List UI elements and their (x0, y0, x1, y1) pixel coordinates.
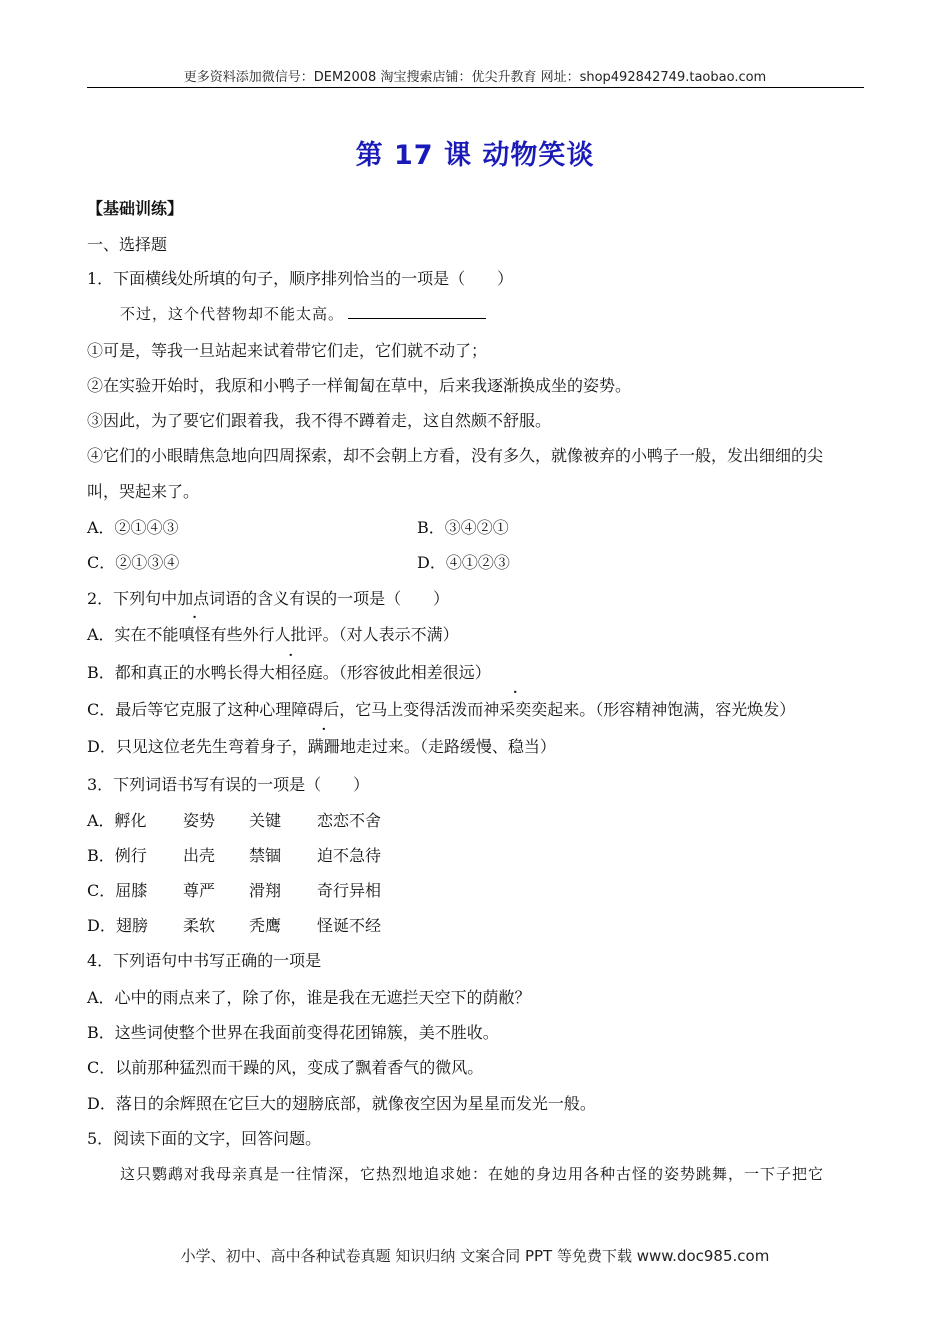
section-heading: 【基础训练】 (87, 199, 184, 218)
q4-option-d: D．落日的余辉照在它巨大的翅膀底部，就像夜空因为星星而发光一般。 (87, 1094, 596, 1113)
q1-stem: 1．下面横线处所填的句子，顺序排列恰当的一项是（ ） (87, 269, 514, 288)
q2-d-dotted-word: 蹒跚 (307, 737, 340, 756)
q3-option-row (87, 843, 381, 866)
q2-b-prefix: B．都和真正的水鸭长得 (87, 663, 259, 682)
q3-a-word-2: 姿势 (183, 811, 216, 830)
q2-d-prefix: D．只见这位老先生弯着身子， (87, 737, 308, 756)
lesson-title: 第 17 课 动物笑谈 (355, 140, 595, 171)
q3-a-word-4: 恋恋不舍 (317, 811, 382, 830)
q3-d-word-1: D．翅膀 (87, 916, 148, 935)
q3-b-word-4: 迫不急待 (317, 846, 382, 865)
q3-b-word-3: 禁锢 (249, 846, 282, 865)
q3-d-word-4: 怪诞不经 (317, 916, 382, 935)
q3-c-word-3: 滑翔 (249, 881, 282, 900)
q2-option-b (87, 660, 491, 683)
q1-sentence-3: ③因此，为了要它们跟着我，我不得不蹲着走，这自然颇不舒服。 (87, 411, 552, 430)
q3-b-word-1: B．例行 (87, 846, 147, 865)
q2-c-dotted-word: 神采奕奕 (483, 700, 548, 719)
q1-blank (348, 304, 486, 319)
q2-c-prefix: C．最后等它克服了这种心理障碍后，它马上变得活泼而 (87, 700, 484, 719)
q3-option-row (87, 878, 381, 901)
q1-option-c: C．②①③④ (87, 553, 180, 572)
q3-a-word-1: A．孵化 (87, 811, 147, 830)
q2-c-suffix: 起来。（形容精神饱满，容光焕发） (547, 700, 796, 719)
page-footer: 小学、初中、高中各种试卷真题 知识归纳 文案合同 PPT 等免费下载 www.doc985.com (180, 1247, 770, 1265)
q3-option-row (87, 913, 381, 936)
q4-option-b: B．这些词使整个世界在我面前变得花团锦簇，美不胜收。 (87, 1023, 499, 1042)
q2-d-suffix: 地走过来。（走路缓慢、稳当） (339, 737, 556, 756)
q1-sentence-1: ①可是，等我一旦站起来试着带它们走，它们就不动了； (87, 341, 488, 360)
q1-option-b: B．③④②① (417, 518, 509, 537)
q2-a-dotted-word: 嗔怪 (178, 625, 211, 644)
q3-option-row (87, 808, 381, 831)
q2-option-a (87, 622, 459, 645)
q2-option-c (87, 697, 795, 720)
q2-stem: 2．下列句中加点词语的含义有误的一项是（ ） (87, 589, 450, 608)
q1-option-d: D．④①②③ (417, 553, 510, 572)
q3-c-word-2: 尊严 (183, 881, 216, 900)
q1-option-a: A．②①④③ (87, 518, 179, 537)
q2-b-suffix: 。（形容彼此相差很远） (322, 663, 491, 682)
q2-a-suffix: 有些外行人批评。（对人表示不满） (210, 625, 459, 644)
q3-d-word-3: 秃鹰 (249, 916, 282, 935)
q3-b-word-2: 出壳 (183, 846, 216, 865)
q1-sentence-4a: ④它们的小眼睛焦急地向四周探索，却不会朝上方看，没有多久，就像被弃的小鸭子一般，发出细细的尖 (87, 446, 824, 465)
q3-c-word-4: 奇行异相 (317, 881, 382, 900)
q3-a-word-3: 关键 (249, 811, 282, 830)
part-heading: 一、选择题 (87, 235, 168, 254)
q3-d-word-2: 柔软 (183, 916, 216, 935)
header-divider (87, 87, 864, 88)
q4-option-a: A．心中的雨点来了，除了你，谁是我在无遮拦天空下的荫敝？ (87, 988, 531, 1007)
q1-given-text: 不过，这个代替物却不能太高。 (120, 305, 345, 323)
q2-a-prefix: A．实在不能 (87, 625, 179, 644)
page-header: 更多资料添加微信号：DEM2008 淘宝搜索店铺：优尖升教育 网址：shop492842749.taobao.com (183, 70, 767, 85)
q1-sentence-4b: 叫，哭起来了。 (87, 482, 200, 501)
q5-passage: 这只鹦鹉对我母亲真是一往情深，它热烈地追求她：在她的身边用各种古怪的姿势跳舞，一下子把它 (120, 1165, 825, 1183)
q2-b-dotted-word: 大相径庭 (258, 663, 323, 682)
q3-c-word-1: C．屈膝 (87, 881, 148, 900)
q2-option-d (87, 734, 556, 757)
q4-option-c: C．以前那种猛烈而干躁的风，变成了飘着香气的微风。 (87, 1058, 484, 1077)
q1-given-sentence (120, 303, 486, 324)
q5-stem: 5．阅读下面的文字，回答问题。 (87, 1129, 322, 1148)
q4-stem: 4．下列语句中书写正确的一项是 (87, 951, 322, 970)
q1-sentence-2: ②在实验开始时，我原和小鸭子一样匍匐在草中，后来我逐渐换成坐的姿势。 (87, 376, 632, 395)
q3-stem: 3．下列词语书写有误的一项是（ ） (87, 775, 370, 794)
